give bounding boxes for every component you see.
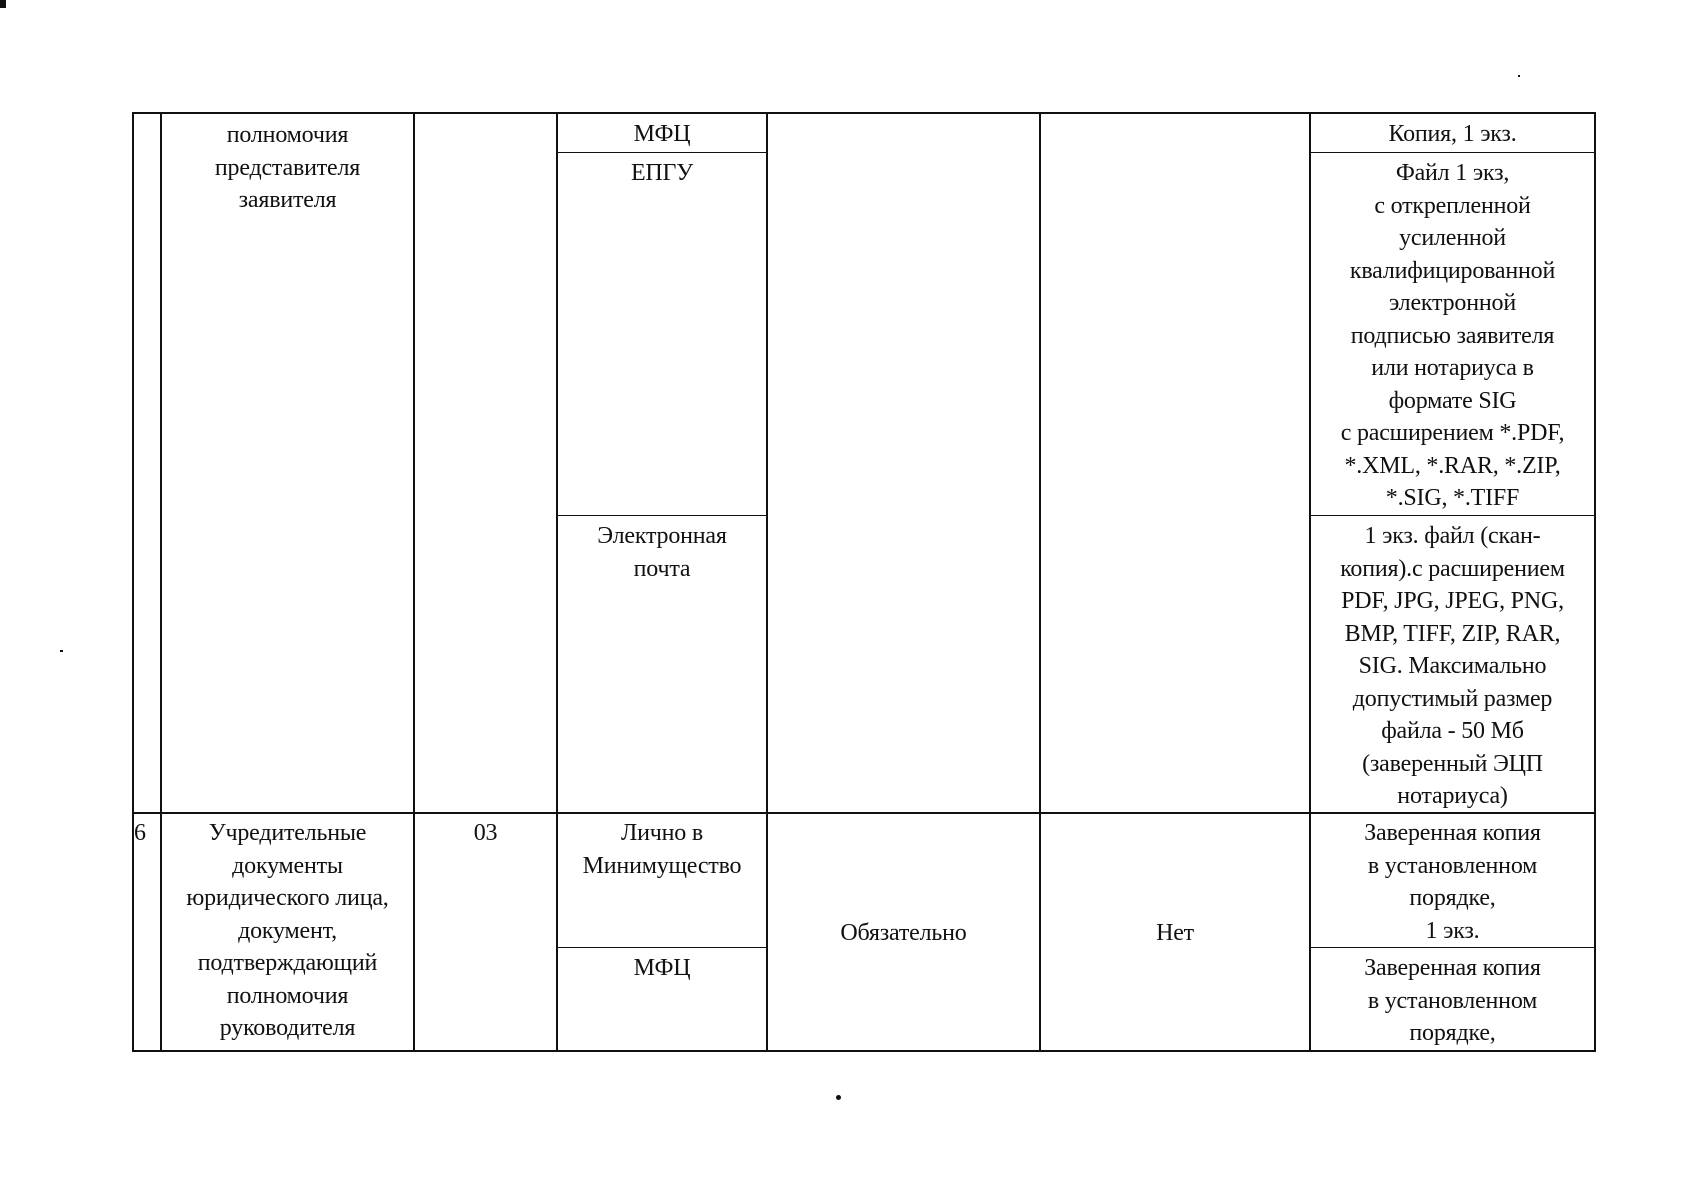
requirement-text: Заверенная копия в установленном порядке, 1 экз. xyxy=(1364,820,1541,944)
col-border-left xyxy=(132,112,134,1052)
channel-label: МФЦ xyxy=(633,121,691,147)
requirement-text: 1 экз. файл (скан- копия).с расширением PDF, JPG, JPEG, PNG, BMP, TIFF, ZIP, RAR, SIG. Максимально допустимый размер файла - 50 Мб (заверенный ЭЦП нотариуса) xyxy=(1340,523,1565,809)
col-border-right xyxy=(1594,112,1596,1052)
scan-dot xyxy=(60,650,63,652)
document-code: 03 xyxy=(473,820,498,846)
document-name: Учредительные документы юридического лица, документ, подтверждающий полномочия руководителя xyxy=(186,820,389,1041)
col-border-2 xyxy=(413,112,415,1052)
channel-divider xyxy=(556,947,766,948)
requirement-divider xyxy=(1309,515,1596,516)
requirement-text: Файл 1 экз, с открепленной усиленной квалифицированной электронной подписью заявителя или нотариуса в формате SIG с расширением *.PDF, *.XML, *.RAR, *.ZIP, *.SIG, *.TIFF xyxy=(1340,160,1565,511)
table-bottom-border xyxy=(132,1050,1596,1052)
scan-mark xyxy=(0,0,6,8)
requirement-divider xyxy=(1309,152,1596,153)
table-top-border xyxy=(132,112,1596,114)
channel-divider xyxy=(556,515,766,516)
channel-label: МФЦ xyxy=(633,955,691,981)
document-name-continued: полномочия представителя заявителя xyxy=(214,122,361,213)
channel-label: ЕПГУ xyxy=(630,160,694,186)
row-number: 6 xyxy=(134,820,146,846)
interdepartmental-flag: Нет xyxy=(1156,920,1194,946)
requirement-text: Заверенная копия в установленном порядке, xyxy=(1364,955,1541,1046)
channel-label: Электронная почта xyxy=(597,523,727,582)
scan-dot xyxy=(836,1095,841,1100)
scan-dot xyxy=(1518,75,1520,77)
channel-divider xyxy=(556,152,766,153)
obligation-status: Обязательно xyxy=(840,920,967,946)
col-border-4 xyxy=(766,112,768,1052)
requirement-divider xyxy=(1309,947,1596,948)
requirement-text: Копия, 1 экз. xyxy=(1388,121,1517,147)
col-border-5 xyxy=(1039,112,1041,1052)
channel-label: Лично в Минимущество xyxy=(582,820,742,879)
